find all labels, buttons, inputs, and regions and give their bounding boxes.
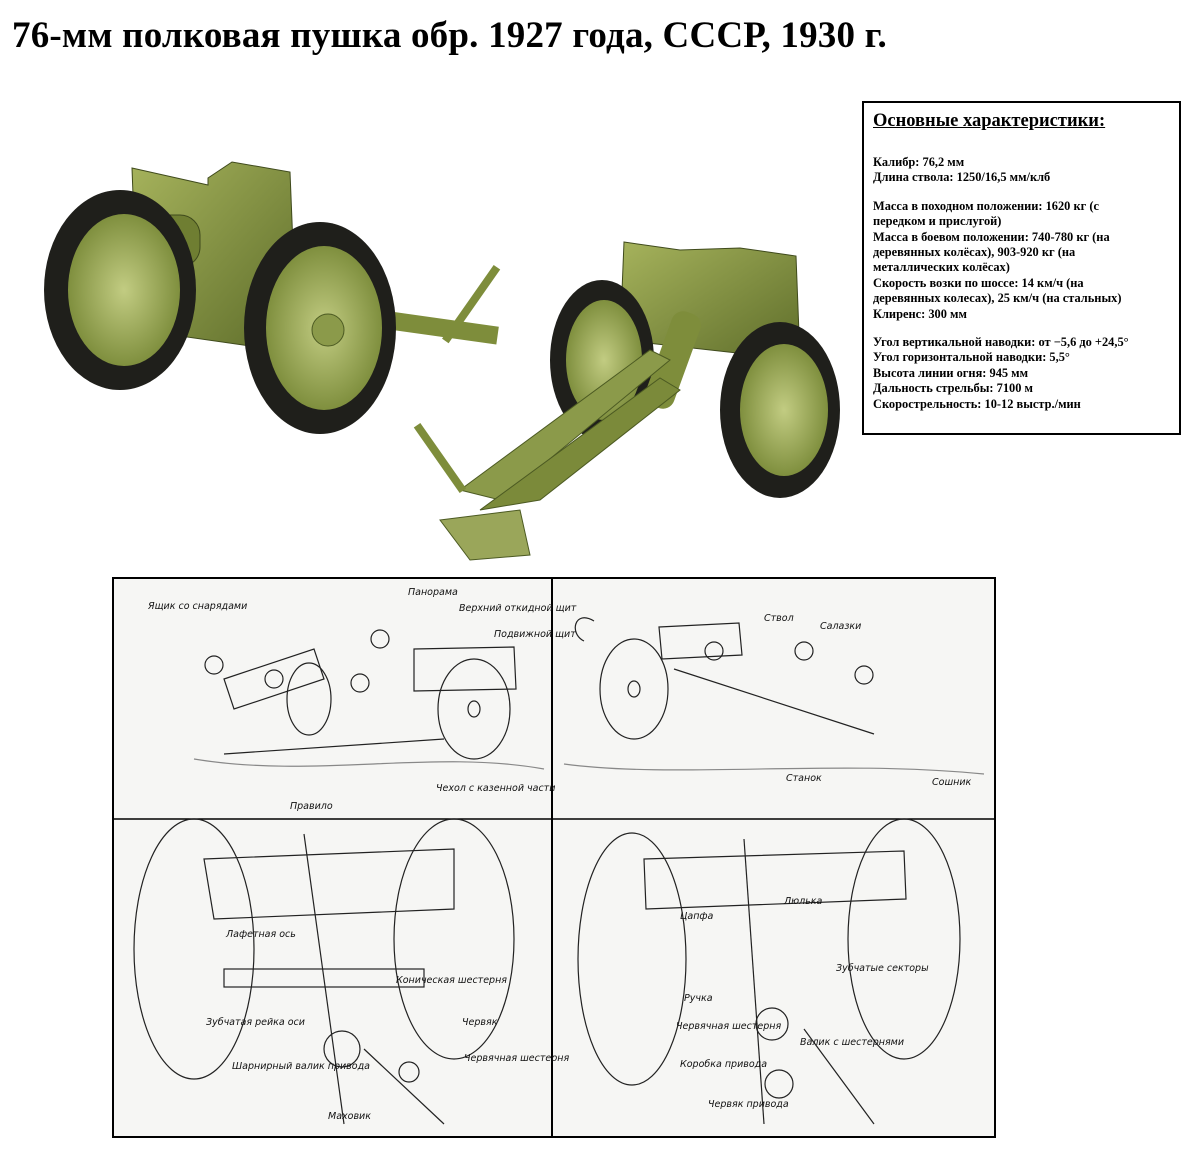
callout-label: Станок	[786, 773, 822, 784]
spec-group-mass	[873, 199, 1171, 322]
illustration-panels	[114, 579, 994, 1136]
callout-label: Маховик	[328, 1111, 371, 1122]
callout-label: Ствол	[764, 613, 794, 624]
spec-line: металлических колёсах)	[873, 260, 1010, 275]
callout-label: Цапфа	[680, 911, 714, 922]
callout-label: Червячная шестерня	[676, 1021, 782, 1032]
spec-line: Высота линии огня: 945 мм	[873, 365, 1029, 380]
callout-label: Зубчатые секторы	[836, 963, 929, 974]
callout-label: Люлька	[784, 896, 823, 907]
callout-label: Панорама	[408, 587, 458, 598]
callout-label: Зубчатая рейка оси	[206, 1017, 305, 1028]
spec-line: передком и прислугой)	[873, 214, 1002, 229]
spec-line: Скорострельность: 10-12 выстр./мин	[873, 396, 1081, 411]
spec-group-caliber	[873, 155, 1171, 186]
callouts-panel-1	[147, 587, 577, 812]
callout-label: Лафетная ось	[226, 929, 296, 940]
spec-barrel-length: Длина ствола: 1250/16,5 мм/клб	[873, 170, 1051, 185]
callouts-panel-3	[206, 929, 569, 1122]
callout-label: Коническая шестерня	[396, 975, 508, 986]
callout-label: Правило	[290, 801, 333, 812]
illustration-firing	[564, 618, 984, 774]
gun-renders	[40, 150, 860, 570]
spec-line: Масса в походном положении: 1620 кг (с	[873, 198, 1099, 213]
callout-label: Чехол с казенной части	[436, 783, 556, 794]
spec-line: Дальность стрельбы: 7100 м	[873, 381, 1033, 396]
callouts-panel-4	[676, 896, 929, 1110]
illustration-elevating-mechanism	[134, 819, 514, 1124]
spec-line: деревянных колёсах), 903-920 кг (на	[873, 245, 1076, 260]
spec-line: Скорость возки по шоссе: 14 км/ч (на	[873, 275, 1084, 290]
callout-label: Шарнирный валик привода	[232, 1061, 370, 1072]
callout-label: Сошник	[932, 777, 972, 788]
specifications-heading: Основные характеристики:	[873, 111, 1106, 131]
spec-group-aiming	[873, 335, 1171, 412]
illustration-crew-loading	[194, 630, 544, 769]
page-title: 76-мм полковая пушка обр. 1927 года, СССР, 1930 г.	[12, 15, 887, 56]
callouts-panel-2	[764, 613, 972, 788]
callout-label: Подвижной щит	[494, 629, 576, 640]
spec-caliber: Калибр: 76,2 мм	[873, 155, 965, 169]
spec-line: Масса в боевом положении: 740-780 кг (на	[873, 229, 1110, 244]
callout-label: Ящик со снарядами	[148, 601, 248, 612]
gun-render-front	[44, 162, 500, 434]
spec-line: Угол горизонтальной наводки: 5,5°	[873, 350, 1070, 365]
callout-label: Ручка	[684, 993, 713, 1004]
callout-label: Червяк привода	[708, 1099, 789, 1110]
callout-label: Червячная шестерня	[464, 1053, 570, 1064]
callout-label: Верхний откидной щит	[459, 603, 577, 614]
specifications-box	[862, 101, 1181, 435]
spec-line: деревянных колесах), 25 км/ч (на стальных)	[873, 291, 1122, 306]
spec-line: Клиренс: 300 мм	[873, 306, 967, 321]
callout-label: Коробка привода	[680, 1059, 768, 1070]
callout-label: Салазки	[820, 621, 862, 632]
callout-label: Червяк	[462, 1017, 498, 1028]
illustration-sheet	[112, 577, 996, 1138]
callout-label: Валик с шестернями	[800, 1037, 905, 1048]
spec-line: Угол вертикальной наводки: от −5,6 до +24,5°	[873, 335, 1129, 350]
